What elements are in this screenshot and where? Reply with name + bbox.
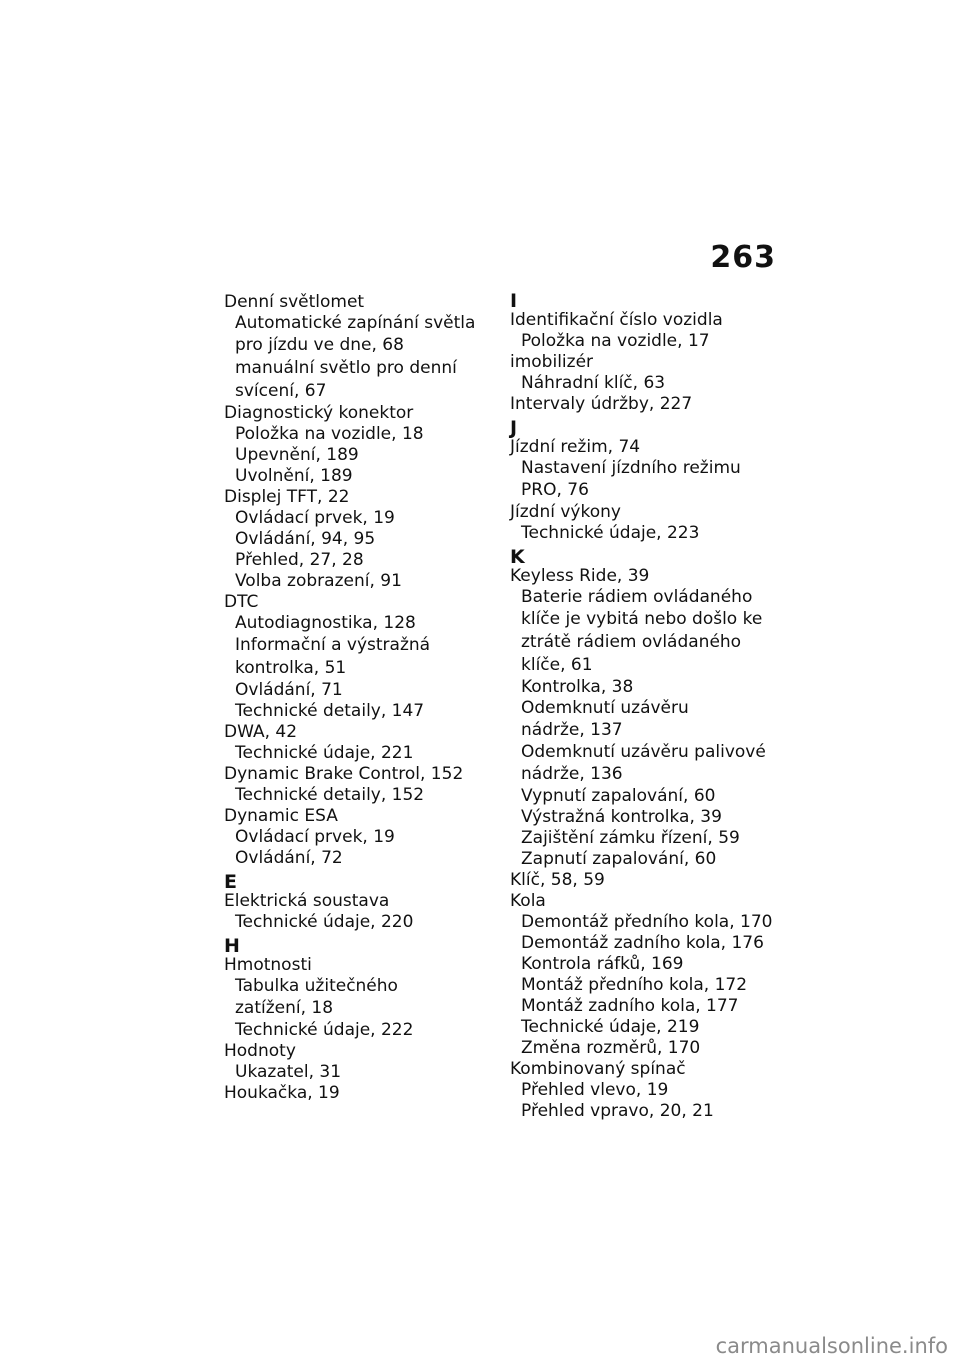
section-letter: H xyxy=(224,935,240,957)
index-entry: Elektrická soustava xyxy=(224,891,390,911)
index-subentry: Demontáž zadního kola, 176 xyxy=(521,933,764,953)
index-subentry: Technické detaily, 147 xyxy=(235,701,425,721)
index-subentry: nádrže, 136 xyxy=(521,764,623,784)
index-entry: Dynamic Brake Control, 152 xyxy=(224,764,464,784)
index-entry: Dynamic ESA xyxy=(224,806,338,826)
index-subentry: Položka na vozidle, 18 xyxy=(235,424,424,444)
index-subentry: Ovládání, 71 xyxy=(235,680,343,700)
index-subentry: Přehled, 27, 28 xyxy=(235,550,364,570)
index-subentry: Baterie rádiem ovládaného xyxy=(521,587,753,607)
index-subentry: zatížení, 18 xyxy=(235,998,334,1018)
index-entry: Kola xyxy=(510,891,546,911)
index-entry: Jízdní výkony xyxy=(510,502,621,522)
index-subentry: PRO, 76 xyxy=(521,480,589,500)
index-entry: Houkačka, 19 xyxy=(224,1083,340,1103)
index-subentry: Montáž předního kola, 172 xyxy=(521,975,748,995)
index-entry: Kombinovaný spínač xyxy=(510,1059,686,1079)
index-subentry: Technické údaje, 220 xyxy=(235,912,414,932)
index-subentry: Ovládání, 72 xyxy=(235,848,343,868)
index-subentry: Volba zobrazení, 91 xyxy=(235,571,402,591)
index-subentry: Informační a výstražná xyxy=(235,635,431,655)
index-subentry: kontrolka, 51 xyxy=(235,658,347,678)
index-subentry: Kontrolka, 38 xyxy=(521,677,634,697)
section-letter: J xyxy=(510,417,518,439)
index-subentry: Upevnění, 189 xyxy=(235,445,359,465)
index-subentry: Zajištění zámku řízení, 59 xyxy=(521,828,740,848)
index-subentry: Výstražná kontrolka, 39 xyxy=(521,807,722,827)
index-subentry: Technické údaje, 219 xyxy=(521,1017,700,1037)
index-entry: Klíč, 58, 59 xyxy=(510,870,605,890)
index-subentry: Uvolnění, 189 xyxy=(235,466,353,486)
index-subentry: Kontrola ráfků, 169 xyxy=(521,954,684,974)
index-subentry: Technické údaje, 222 xyxy=(235,1020,414,1040)
index-subentry: klíče je vybitá nebo došlo ke xyxy=(521,609,763,629)
index-entry: Displej TFT, 22 xyxy=(224,487,350,507)
index-subentry: Odemknutí uzávěru palivové xyxy=(521,742,766,762)
index-entry: Intervaly údržby, 227 xyxy=(510,394,693,414)
index-subentry: Přehled vlevo, 19 xyxy=(521,1080,669,1100)
index-subentry: Technické údaje, 221 xyxy=(235,743,414,763)
index-subentry: Ovládací prvek, 19 xyxy=(235,827,395,847)
index-subentry: Montáž zadního kola, 177 xyxy=(521,996,739,1016)
section-letter: I xyxy=(510,290,518,312)
index-subentry: Odemknutí uzávěru xyxy=(521,698,689,718)
watermark: carmanualsonline.info xyxy=(715,1334,948,1358)
index-subentry: Ukazatel, 31 xyxy=(235,1062,342,1082)
index-entry: Jízdní režim, 74 xyxy=(510,437,641,457)
index-column-right xyxy=(510,292,790,1122)
index-entry: imobilizér xyxy=(510,352,594,372)
index-subentry: Technické údaje, 223 xyxy=(521,523,700,543)
index-subentry: Nastavení jízdního režimu xyxy=(521,458,741,478)
index-entry: Hodnoty xyxy=(224,1041,296,1061)
index-subentry: svícení, 67 xyxy=(235,381,327,401)
index-column-left xyxy=(224,292,504,1104)
index-subentry: Demontáž předního kola, 170 xyxy=(521,912,773,932)
index-subentry: Ovládací prvek, 19 xyxy=(235,508,395,528)
index-subentry: Položka na vozidle, 17 xyxy=(521,331,710,351)
index-entry: Denní světlomet xyxy=(224,292,365,312)
index-subentry: Zapnutí zapalování, 60 xyxy=(521,849,717,869)
page-number: 263 xyxy=(710,240,776,275)
index-subentry: Změna rozměrů, 170 xyxy=(521,1038,701,1058)
index-entry: Keyless Ride, 39 xyxy=(510,566,650,586)
index-entry: Identifikační číslo vozidla xyxy=(510,310,723,330)
index-subentry: Automatické zapínání světla xyxy=(235,313,476,333)
section-letter: E xyxy=(224,871,237,893)
index-entry: Diagnostický konektor xyxy=(224,403,414,423)
index-subentry: pro jízdu ve dne, 68 xyxy=(235,335,404,355)
index-subentry: Ovládání, 94, 95 xyxy=(235,529,376,549)
index-entry: DTC xyxy=(224,592,259,612)
index-entry: DWA, 42 xyxy=(224,722,298,742)
index-subentry: nádrže, 137 xyxy=(521,720,623,740)
index-subentry: Technické detaily, 152 xyxy=(235,785,425,805)
index-subentry: Tabulka užitečného xyxy=(235,976,398,996)
index-entry: Hmotnosti xyxy=(224,955,312,975)
section-letter: K xyxy=(510,546,525,568)
index-subentry: klíče, 61 xyxy=(521,655,593,675)
index-subentry: ztrátě rádiem ovládaného xyxy=(521,632,742,652)
index-subentry: manuální světlo pro denní xyxy=(235,358,457,378)
index-subentry: Náhradní klíč, 63 xyxy=(521,373,666,393)
index-subentry: Vypnutí zapalování, 60 xyxy=(521,786,716,806)
index-subentry: Autodiagnostika, 128 xyxy=(235,613,416,633)
index-subentry: Přehled vpravo, 20, 21 xyxy=(521,1101,714,1121)
